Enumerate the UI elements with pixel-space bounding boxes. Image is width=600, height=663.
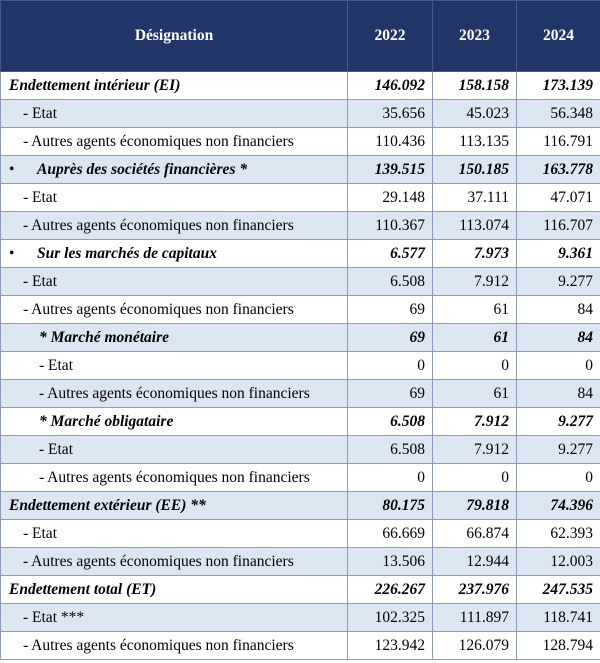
value-cell: 69 — [348, 380, 433, 408]
row-label: - Etat — [23, 188, 57, 206]
row-label-cell — [1, 464, 348, 492]
value-cell: 66.874 — [433, 520, 517, 548]
row-label: Sur les marchés de capitaux — [37, 244, 217, 262]
column-header-year: 2022 — [348, 1, 433, 72]
value-cell: 237.976 — [433, 576, 517, 604]
value-cell: 37.111 — [433, 184, 517, 212]
row-label-cell — [1, 548, 348, 576]
row-label-cell — [1, 520, 348, 548]
value-cell: 110.436 — [348, 128, 433, 156]
row-label: - Autres agents économiques non financiers — [23, 636, 294, 654]
table-body — [1, 72, 600, 660]
row-label: - Autres agents économiques non financiers — [23, 552, 294, 570]
table-row — [1, 184, 600, 212]
value-cell: 7.912 — [433, 408, 517, 436]
value-cell: 116.791 — [517, 128, 600, 156]
value-cell: 84 — [517, 324, 600, 352]
row-label-cell — [1, 184, 348, 212]
table-row — [1, 100, 600, 128]
value-cell: 6.577 — [348, 240, 433, 268]
row-label-cell — [1, 128, 348, 156]
value-cell: 13.506 — [348, 548, 433, 576]
table-row — [1, 324, 600, 352]
value-cell: 7.912 — [433, 268, 517, 296]
table-row — [1, 156, 600, 184]
table-row — [1, 548, 600, 576]
row-label: Endettement extérieur (EE) ** — [9, 496, 206, 514]
table-row — [1, 72, 600, 100]
row-label: * Marché monétaire — [39, 328, 170, 346]
table-row — [1, 632, 600, 660]
value-cell: 35.656 — [348, 100, 433, 128]
table-row — [1, 604, 600, 632]
value-cell: 69 — [348, 296, 433, 324]
value-cell: 146.092 — [348, 72, 433, 100]
value-cell: 0 — [433, 464, 517, 492]
value-cell: 56.348 — [517, 100, 600, 128]
row-label-cell — [1, 576, 348, 604]
value-cell: 45.023 — [433, 100, 517, 128]
row-label: - Autres agents économiques non financiers — [39, 384, 310, 402]
value-cell: 47.071 — [517, 184, 600, 212]
value-cell: 102.325 — [348, 604, 433, 632]
table-row — [1, 436, 600, 464]
header-row — [1, 1, 600, 72]
bullet-icon: • — [9, 160, 15, 178]
row-label: * Marché obligataire — [39, 412, 174, 430]
row-label-cell — [1, 72, 348, 100]
value-cell: 113.074 — [433, 212, 517, 240]
column-header-designation: Désignation — [1, 1, 348, 72]
value-cell: 7.973 — [433, 240, 517, 268]
table-row — [1, 268, 600, 296]
value-cell: 226.267 — [348, 576, 433, 604]
value-cell: 173.139 — [517, 72, 600, 100]
row-label: - Etat — [39, 440, 73, 458]
value-cell: 74.396 — [517, 492, 600, 520]
value-cell: 0 — [433, 352, 517, 380]
table-row — [1, 408, 600, 436]
value-cell: 12.003 — [517, 548, 600, 576]
row-label: Endettement total (ET) — [9, 580, 157, 598]
value-cell: 6.508 — [348, 268, 433, 296]
value-cell: 110.367 — [348, 212, 433, 240]
value-cell: 9.361 — [517, 240, 600, 268]
row-label: Endettement intérieur (EI) — [9, 76, 181, 94]
table-header — [1, 1, 600, 72]
row-label: - Autres agents économiques non financiers — [39, 468, 310, 486]
value-cell: 128.794 — [517, 632, 600, 660]
row-label-cell — [1, 100, 348, 128]
value-cell: 84 — [517, 296, 600, 324]
value-cell: 158.158 — [433, 72, 517, 100]
value-cell: 7.912 — [433, 436, 517, 464]
table-row — [1, 520, 600, 548]
value-cell: 111.897 — [433, 604, 517, 632]
value-cell: 113.135 — [433, 128, 517, 156]
value-cell: 0 — [517, 352, 600, 380]
row-label-cell — [1, 212, 348, 240]
value-cell: 9.277 — [517, 268, 600, 296]
row-label-cell — [1, 380, 348, 408]
value-cell: 0 — [348, 464, 433, 492]
value-cell: 12.944 — [433, 548, 517, 576]
table-row — [1, 128, 600, 156]
value-cell: 0 — [517, 464, 600, 492]
value-cell: 69 — [348, 324, 433, 352]
value-cell: 6.508 — [348, 436, 433, 464]
value-cell: 62.393 — [517, 520, 600, 548]
row-label-cell — [1, 352, 348, 380]
value-cell: 80.175 — [348, 492, 433, 520]
row-label: - Etat — [23, 524, 57, 542]
row-label-cell — [1, 240, 348, 268]
row-label: - Etat — [23, 104, 57, 122]
value-cell: 139.515 — [348, 156, 433, 184]
value-cell: 79.818 — [433, 492, 517, 520]
value-cell: 123.942 — [348, 632, 433, 660]
row-label-cell — [1, 408, 348, 436]
value-cell: 116.707 — [517, 212, 600, 240]
table-row — [1, 352, 600, 380]
table-row — [1, 576, 600, 604]
value-cell: 9.277 — [517, 408, 600, 436]
value-cell: 61 — [433, 296, 517, 324]
row-label-cell — [1, 632, 348, 660]
row-label-cell — [1, 324, 348, 352]
row-label-cell — [1, 436, 348, 464]
value-cell: 150.185 — [433, 156, 517, 184]
row-label: - Etat *** — [23, 608, 85, 626]
row-label: - Etat — [23, 272, 57, 290]
row-label-cell — [1, 492, 348, 520]
row-label-cell — [1, 296, 348, 324]
value-cell: 84 — [517, 380, 600, 408]
row-label: - Autres agents économiques non financiers — [23, 132, 294, 150]
table-row — [1, 492, 600, 520]
row-label: - Autres agents économiques non financiers — [23, 216, 294, 234]
value-cell: 6.508 — [348, 408, 433, 436]
value-cell: 118.741 — [517, 604, 600, 632]
bullet-icon: • — [9, 244, 15, 262]
value-cell: 29.148 — [348, 184, 433, 212]
table-row — [1, 240, 600, 268]
table-row — [1, 296, 600, 324]
row-label-cell — [1, 604, 348, 632]
value-cell: 9.277 — [517, 436, 600, 464]
table-row — [1, 380, 600, 408]
value-cell: 247.535 — [517, 576, 600, 604]
value-cell: 66.669 — [348, 520, 433, 548]
row-label-cell — [1, 156, 348, 184]
row-label-cell — [1, 268, 348, 296]
value-cell: 61 — [433, 380, 517, 408]
table-row — [1, 464, 600, 492]
value-cell: 126.079 — [433, 632, 517, 660]
row-label: - Autres agents économiques non financiers — [23, 300, 294, 318]
column-header-year: 2023 — [433, 1, 517, 72]
value-cell: 61 — [433, 324, 517, 352]
column-header-year: 2024 — [517, 1, 600, 72]
row-label: - Etat — [39, 356, 73, 374]
table-row — [1, 212, 600, 240]
value-cell: 163.778 — [517, 156, 600, 184]
value-cell: 0 — [348, 352, 433, 380]
row-label: Auprès des sociétés financières * — [37, 160, 248, 178]
